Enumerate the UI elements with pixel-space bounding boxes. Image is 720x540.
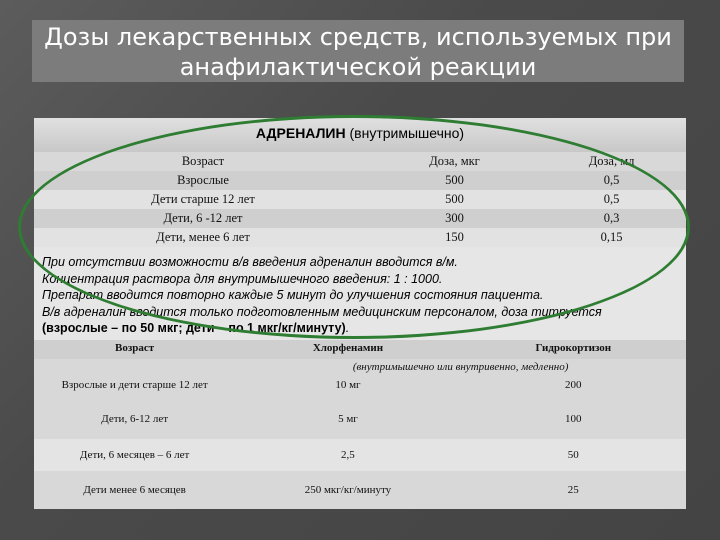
table-row bbox=[34, 228, 686, 247]
cell: 0,5 bbox=[537, 171, 686, 190]
note-line: При отсутствии возможности в/в введения адреналин вводится в/м. bbox=[42, 255, 458, 269]
cell: Дети, менее 6 лет bbox=[34, 228, 372, 247]
cell: Дети менее 6 месяцев bbox=[34, 471, 235, 509]
adrenaline-table bbox=[34, 152, 686, 247]
cell: 25 bbox=[461, 471, 686, 509]
cell: 5 мг bbox=[235, 411, 460, 439]
title-line-2: анафилактической реакции bbox=[179, 53, 537, 81]
table-row bbox=[34, 411, 686, 439]
col-dose-ml: Доза, мл bbox=[537, 152, 686, 171]
cell: Дети, 6 месяцев – 6 лет bbox=[34, 439, 235, 471]
route-subheader: (внутримышечно или внутривенно, медленно) bbox=[235, 359, 686, 377]
cell: Дети, 6-12 лет bbox=[34, 411, 235, 439]
antihistamine-table bbox=[34, 340, 686, 509]
adrenaline-name: АДРЕНАЛИН bbox=[255, 125, 346, 141]
col-dose-mcg: Доза, мкг bbox=[372, 152, 537, 171]
cell: Взрослые и дети старше 12 лет bbox=[34, 377, 235, 411]
note-line: Концентрация раствора для внутримышечного введения: 1 : 1000. bbox=[42, 271, 443, 286]
note-line: Препарат вводится повторно каждые 5 минут до улучшения состояния пациента. bbox=[42, 288, 544, 302]
cell: 0,3 bbox=[537, 209, 686, 228]
table-header-row bbox=[34, 340, 686, 359]
col-chlorphenamine: Хлорфенамин bbox=[235, 340, 460, 359]
col-hydrocortisone: Гидрокортизон bbox=[461, 340, 686, 359]
col-age: Возраст bbox=[34, 152, 372, 171]
cell: Дети, 6 -12 лет bbox=[34, 209, 372, 228]
table-row bbox=[34, 439, 686, 471]
col-age: Возраст bbox=[34, 340, 235, 359]
table-subheader-row bbox=[34, 359, 686, 377]
cell: 200 bbox=[461, 377, 686, 411]
note-line: В/в адреналин вводится только подготовленным медицинским персоналом, доза титруется bbox=[42, 304, 602, 319]
cell: 0,15 bbox=[537, 228, 686, 247]
adrenaline-header bbox=[34, 118, 686, 152]
cell: 50 bbox=[461, 439, 686, 471]
table-row bbox=[34, 190, 686, 209]
cell: 250 мкг/кг/минуту bbox=[235, 471, 460, 509]
cell: 0,5 bbox=[537, 190, 686, 209]
table-row bbox=[34, 377, 686, 411]
adrenaline-route: (внутримышечно) bbox=[349, 125, 465, 141]
table-header-row bbox=[34, 152, 686, 171]
table-row bbox=[34, 171, 686, 190]
table-row bbox=[34, 209, 686, 228]
cell: Дети старше 12 лет bbox=[34, 190, 372, 209]
cell: 500 bbox=[372, 190, 537, 209]
cell: 100 bbox=[461, 411, 686, 439]
cell: Взрослые bbox=[34, 171, 372, 190]
cell: 10 мг bbox=[235, 377, 460, 411]
cell: 300 bbox=[372, 209, 537, 228]
table-row bbox=[34, 471, 686, 509]
cell bbox=[34, 359, 235, 377]
slide-title bbox=[32, 22, 684, 82]
note-bold: (взрослые – по 50 мкг; дети – по 1 мкг/кг/минуту) bbox=[42, 321, 346, 335]
cell: 500 bbox=[372, 171, 537, 190]
note-end: . bbox=[345, 321, 350, 335]
cell: 150 bbox=[372, 228, 537, 247]
title-line-1: Дозы лекарственных средств, используемых при bbox=[44, 23, 672, 51]
adrenaline-notes bbox=[42, 254, 682, 337]
cell: 2,5 bbox=[235, 439, 460, 471]
note-line bbox=[42, 320, 682, 337]
